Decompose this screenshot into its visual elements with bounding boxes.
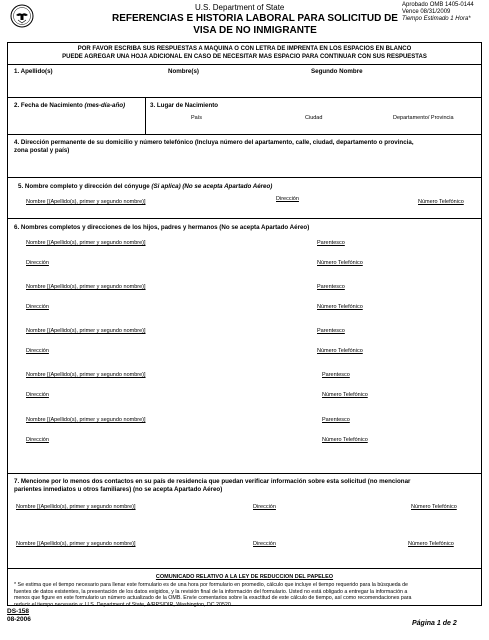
fecha-label: 2. Fecha de Nacimiento [14,102,83,109]
contacto-telefono-label: Número Telefónico [411,504,457,510]
familia-direccion-label: Dirección [26,392,49,398]
form-title [95,13,415,37]
segundo-nombre-label: Segundo Nombre [311,68,363,75]
contacto-direccion-label: Dirección [253,504,276,510]
form-title-line2: VISA DE NO INMIGRANTE [193,25,317,36]
omb-approval [402,2,474,23]
contactos-label-2: parientes inmediatos u otros familiares) (no se acepta Apartado Aéreo) [14,486,223,493]
familia-direccion-label: Dirección [26,348,49,354]
section-2-3 [8,98,481,135]
form-header [0,0,489,42]
contacto-nombre-label: Nombre [(Apellido(s), primer y segundo nombre)] [16,504,136,510]
familia-parentesco-label: Parentesco [322,417,350,423]
omb-expiry: Vence 08/31/2009 [402,9,451,15]
familia-parentesco-label: Parentesco [317,284,345,290]
pra-line: reducir el tiempo necesario a: U.S. Department of State, A/RPS/DIR, Washington, DC 20520. [14,601,233,608]
familia-nombre-label: Nombre [(Apellido(s), primer y segundo nombre)] [26,372,146,378]
form-title-line1: REFERENCIAS E HISTORIA LABORAL PARA SOLICITUD DE [112,13,398,24]
familia-direccion-label: Dirección [26,437,49,443]
familia-parentesco-label: Parentesco [322,372,350,378]
familia-direccion-label: Dirección [26,260,49,266]
familia-telefono-label: Número Telefónico [317,260,363,266]
contactos-label: 7. Mencione por lo menos dos contactos en su país de residencia que puedan verificar información sobre esta solicitud (no mencionar [14,478,411,485]
apellidos-label: 1. Apellido(s) [14,68,53,75]
section-6-family [8,219,481,474]
contacto-nombre-label: Nombre [(Apellido(s), primer y segundo nombre)] [16,541,136,547]
pra-body [14,582,476,608]
pais-label: País [191,115,203,121]
familia-nombre-label: Nombre [(Apellido(s), primer y segundo nombre)] [26,328,146,334]
instructions [8,43,481,65]
omb-number: Aprobado OMB 1405-0144 [402,2,474,8]
nombres-label: Nombre(s) [168,68,199,75]
conyuge-label [18,183,272,191]
page-number: Página 1 de 2 [412,620,457,627]
fecha-format: (mes-día-año) [84,102,126,109]
direccion-permanente-label: 4. Dirección permanente de su domicilio y número telefónico (Incluya número del apartamento, calle, ciudad, departamento o provincia, [14,139,414,146]
familia-direccion-label: Dirección [26,304,49,310]
conyuge-telefono-label: Número Telefónico [418,199,464,205]
familia-label: 6. Nombres completos y direcciones de los hijos, padres y hermanos (No se acepta Apartado Aéreo) [14,224,310,231]
section-4-address[interactable] [8,135,481,178]
instructions-line1: POR FAVOR ESCRIBA SUS RESPUESTAS A MAQUINA O CON LETRA DE IMPRENTA EN LOS ESPACIOS EN BLANCO [77,46,412,52]
estimated-time: Tiempo Estimado 1 Hora* [402,16,471,22]
form-number: DS-158 [7,608,30,615]
departamento-label: Departamento/ Provincia [393,115,454,121]
instructions-line2: PUEDE AGREGAR UNA HOJA ADICIONAL EN CASO DE NECESITAR MAS ESPACIO PARA CONTINUAR CON SUS RESPUESTAS [62,53,427,60]
conyuge-label-italic: (Si aplica) (No se acepta Apartado Aéreo) [151,183,273,190]
lugar-nacimiento-label[interactable]: 3. Lugar de Nacimiento [150,102,219,109]
pra-title: COMUNICADO RELATIVO A LA LEY DE REDUCCION DEL PAPELEO [155,574,334,580]
divider [145,98,146,134]
form-body [7,42,482,606]
pra-line: menos que figure en este formulario un número actualizado de la OMB. Envíe comentarios sobre la exactitud de este cálculo de tiempo, así como recomendaciones para [14,595,412,601]
familia-nombre-label: Nombre [(Apellido(s), primer y segundo nombre)] [26,284,146,290]
contacto-telefono-label: Número Telefónico [408,541,454,547]
section-7-contacts [8,474,481,569]
familia-parentesco-label: Parentesco [317,328,345,334]
us-seal-icon [10,4,34,28]
fecha-nacimiento-label[interactable] [14,102,125,110]
familia-nombre-label: Nombre [(Apellido(s), primer y segundo nombre)] [26,417,146,423]
conyuge-direccion-label: Dirección [276,196,299,202]
familia-telefono-label: Número Telefónico [322,392,368,398]
familia-telefono-label: Número Telefónico [317,348,363,354]
familia-telefono-label: Número Telefónico [317,304,363,310]
contacto-direccion-label: Dirección [253,541,276,547]
section-1-name[interactable] [8,65,481,98]
conyuge-nombre-label: Nombre [(Apellido(s), primer y segundo nombre)] [26,199,146,205]
familia-nombre-label: Nombre [(Apellido(s), primer y segundo nombre)] [26,240,146,246]
direccion-permanente-label-2: zona postal y país) [14,147,70,154]
familia-parentesco-label: Parentesco [317,240,345,246]
form-date: 08-2006 [7,616,31,623]
section-5-spouse[interactable] [8,178,481,219]
conyuge-label-text: 5. Nombre completo y dirección del cónyuge [18,183,150,190]
ciudad-label: Ciudad [305,115,323,121]
familia-telefono-label: Número Telefónico [322,437,368,443]
department-name: U.S. Department of State [195,3,285,12]
pra-line: fuentes de datos existentes, la presentación de los datos exigidos, y la revisión final de la información del formulario. Usted no está obligado a entregar la información a [14,588,408,595]
form-code [7,608,31,624]
pra-line: * Se estima que el tiempo necesario para llenar este formulario es de una hora por formulario en promedio, cálculo que incluye el tiempo requerido para la búsqueda de [14,582,408,588]
